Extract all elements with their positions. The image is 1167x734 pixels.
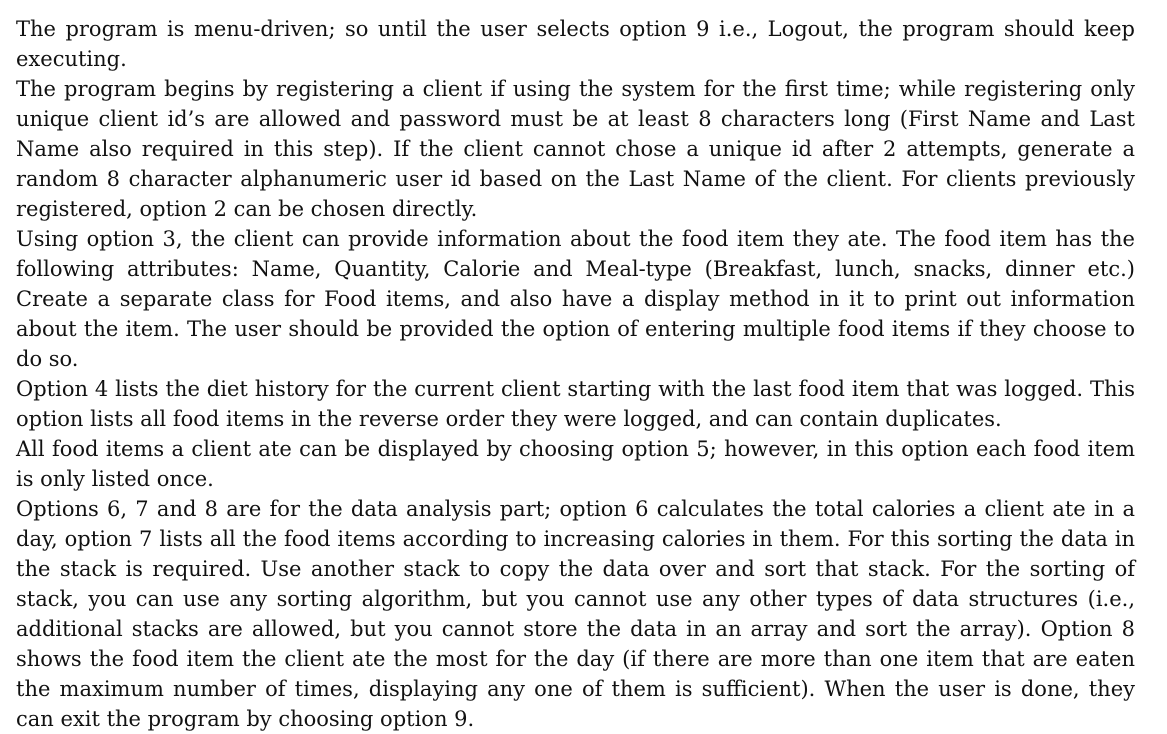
paragraph-option-5: All food items a client ate can be displayed by choosing option 5; however, in this option each food item is only listed once. bbox=[16, 437, 1135, 491]
paragraph-option-4: Option 4 lists the diet history for the current client starting with the last food item that was logged. This option lists all food items in the reverse order they were logged, and can contain duplicates. bbox=[16, 377, 1135, 431]
paragraph-option-3: Using option 3, the client can provide information about the food item they ate. The food item has the following attributes: Name, Quantity, Calorie and Meal-type (Breakfast, lunch, snacks, dinner etc.) Create a separate class for Food items, and also have a display method in it to print out information about the item. The user should be provided the option of entering multiple food items if they choose to do so. bbox=[16, 227, 1135, 371]
paragraph-menu-driven: The program is menu-driven; so until the user selects option 9 i.e., Logout, the program should keep executing. bbox=[16, 17, 1135, 71]
paragraph-options-6-7-8: Options 6, 7 and 8 are for the data analysis part; option 6 calculates the total calories a client ate in a day, option 7 lists all the food items according to increasing calories in them. For this sorting the data in the stack is required. Use another stack to copy the data over and sort that stack. For the sorting of stack, you can use any sorting algorithm, but you cannot use any other types of data structures (i.e., additional stacks are allowed, but you cannot store the data in an array and sort the array). Option 8 shows the food item the client ate the most for the day (if there are more than one item that are eaten the maximum number of times, displaying any one of them is sufficient). When the user is done, they can exit the program by choosing option 9. bbox=[16, 497, 1135, 731]
paragraph-registration: The program begins by registering a client if using the system for the first time; while registering only unique client id’s are allowed and password must be at least 8 characters long (First Name and Last Name also required in this step). If the client cannot chose a unique id after 2 attempts, generate a random 8 character alphanumeric user id based on the Last Name of the client. For clients previously registered, option 2 can be chosen directly. bbox=[16, 77, 1135, 221]
